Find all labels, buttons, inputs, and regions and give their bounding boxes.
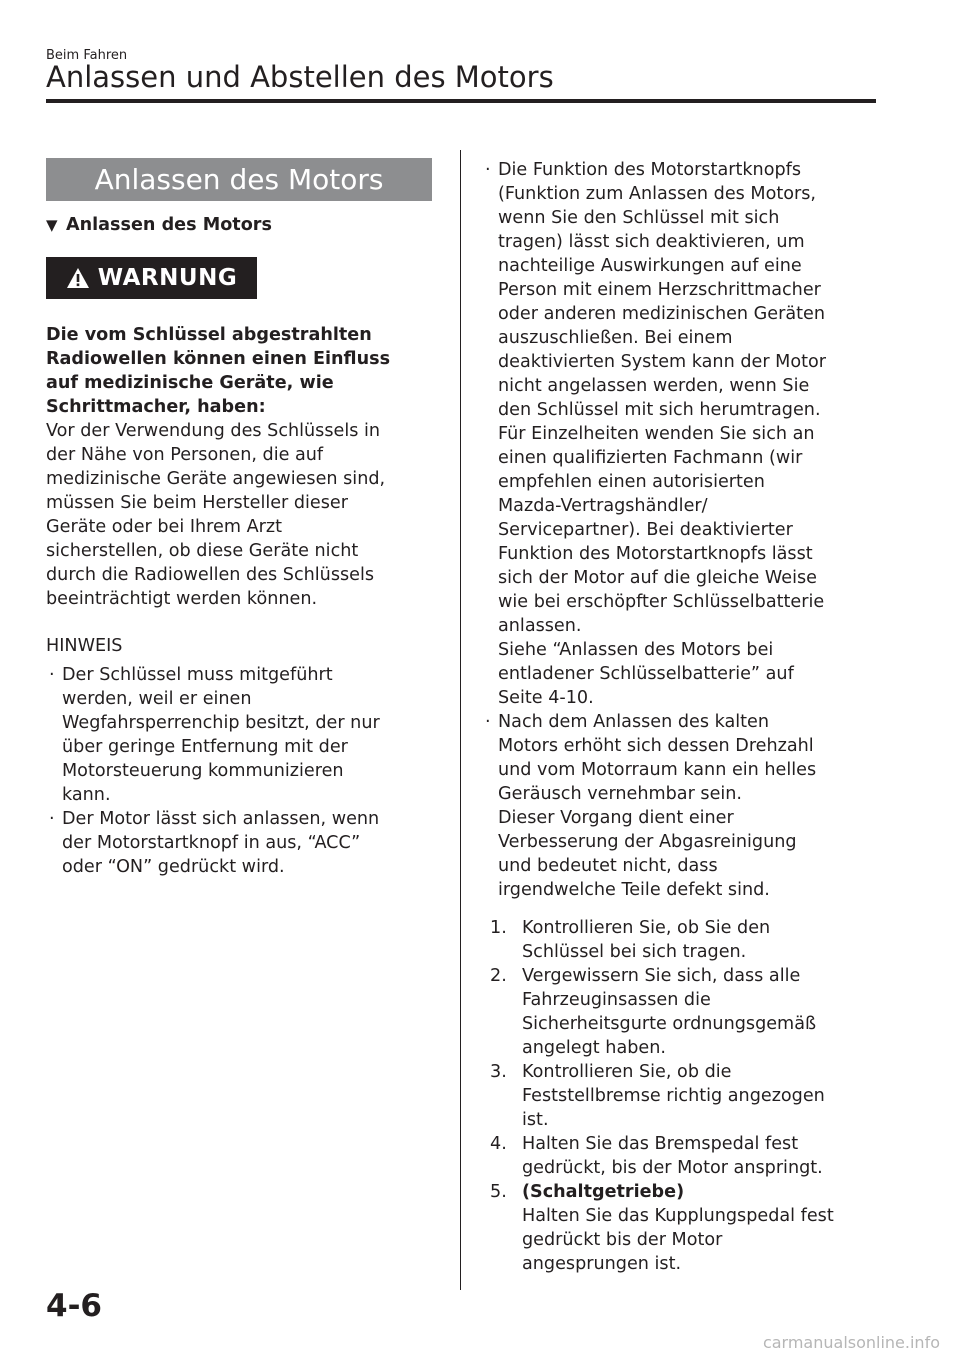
breadcrumb: Beim Fahren bbox=[46, 48, 128, 63]
list-item bbox=[482, 158, 882, 710]
column-divider bbox=[460, 150, 461, 1290]
step-text: Halten Sie das Kupplungspedal fest gedrückt bis der Motor angesprungen ist. bbox=[522, 1206, 834, 1274]
section-banner: Anlassen des Motors bbox=[46, 158, 432, 201]
bullet-icon: · bbox=[49, 809, 55, 829]
step-item bbox=[482, 964, 882, 1060]
sub-heading bbox=[46, 213, 438, 237]
bullet-icon: · bbox=[49, 665, 55, 685]
step-bold-label: (Schaltgetriebe) bbox=[522, 1182, 685, 1202]
sub-heading-text: Anlassen des Motors bbox=[66, 215, 272, 235]
step-number: 2. bbox=[490, 966, 507, 986]
chapter-title: Anlassen und Abstellen des Motors bbox=[46, 60, 554, 94]
step-number: 3. bbox=[490, 1062, 507, 1082]
step-text: Kontrollieren Sie, ob Sie den Schlüssel bei sich tragen. bbox=[522, 918, 771, 962]
warning-triangle-icon bbox=[66, 267, 90, 289]
note-item-text: Nach dem Anlassen des kalten Motors erhöht sich dessen Drehzahl und vom Motorraum kann ein helles Geräusch vernehmbar sein. Dieser Vorgang dient einer Verbesserung der Abgasreinigung und bedeutet nicht, dass irgendwelche Teile defekt sind. bbox=[498, 712, 817, 900]
step-text: Halten Sie das Bremspedal fest gedrückt, bis der Motor anspringt. bbox=[522, 1134, 823, 1178]
step-list bbox=[482, 916, 882, 1276]
right-column bbox=[482, 158, 882, 1276]
step-item bbox=[482, 916, 882, 964]
step-number: 4. bbox=[490, 1134, 507, 1154]
step-text: Vergewissern Sie sich, dass alle Fahrzeuginsassen die Sicherheitsgurte ordnungsgemäß angelegt haben. bbox=[522, 966, 817, 1058]
header-rule bbox=[46, 99, 876, 103]
bullet-icon: · bbox=[485, 712, 491, 732]
list-item bbox=[46, 663, 438, 807]
step-item bbox=[482, 1180, 882, 1276]
warning-bold-text: Die vom Schlüssel abgestrahlten Radiowellen können einen Einfluss auf medizinische Geräte, wie Schrittmacher, haben: bbox=[46, 325, 391, 417]
warning-text: Vor der Verwendung des Schlüssels in der Nähe von Personen, die auf medizinische Geräte angewiesen sind, müssen Sie beim Hersteller dieser Geräte oder bei Ihrem Arzt sicherstellen, ob diese Geräte nicht durch die Radiowellen des Schlüssels beeinträchtigt werden können. bbox=[46, 421, 386, 609]
left-column bbox=[46, 158, 438, 879]
note-list-left bbox=[46, 663, 438, 879]
list-item bbox=[482, 710, 882, 902]
note-item-text: Der Schlüssel muss mitgeführt werden, weil er einen Wegfahrsperrenchip besitzt, der nur über geringe Entfernung mit der Motorsteuerung kommunizieren kann. bbox=[62, 665, 380, 805]
step-number: 5. bbox=[490, 1182, 507, 1202]
bullet-icon: · bbox=[485, 160, 491, 180]
note-list-right bbox=[482, 158, 882, 902]
step-number: 1. bbox=[490, 918, 507, 938]
note-item-text: Die Funktion des Motorstartknopfs (Funktion zum Anlassen des Motors, wenn Sie den Schlüssel mit sich tragen) lässt sich deaktivieren, um nachteilige Auswirkungen auf eine Person mit einem Herzschrittmacher oder anderen medizinischen Geräten auszuschließen. Bei einem deaktivierten System kann der Motor nicht angelassen werden, wenn Sie den Schlüssel mit sich herumtragen. Für Einzelheiten wenden Sie sich an einen qualifizierten Fachmann (wir empfehlen einen autorisierten Mazda-Vertragshändler/ Servicepartner). Bei deaktivierter Funktion des Motorstartknopfs lässt sich der Motor auf die gleiche Weise wie bei erschöpfter Schlüsselbatterie anlassen. Siehe “Anlassen des Motors bei entladener Schlüsselbatterie” auf Seite 4-10. bbox=[498, 160, 826, 708]
list-item bbox=[46, 807, 438, 879]
warning-label bbox=[46, 257, 257, 299]
note-item-text: Der Motor lässt sich anlassen, wenn der Motorstartknopf in aus, “ACC” oder “ON” gedrückt wird. bbox=[62, 809, 380, 877]
page-number: 4-6 bbox=[46, 1288, 103, 1324]
step-item bbox=[482, 1132, 882, 1180]
note-heading: HINWEIS bbox=[46, 636, 123, 656]
step-item bbox=[482, 1060, 882, 1132]
watermark: carmanualsonline.info bbox=[762, 1333, 940, 1352]
step-text: Kontrollieren Sie, ob die Feststellbremse richtig angezogen ist. bbox=[522, 1062, 825, 1130]
triangle-down-icon: ▼ bbox=[46, 216, 58, 234]
warning-label-text: WARNUNG bbox=[97, 265, 238, 291]
warning-body bbox=[46, 323, 438, 611]
